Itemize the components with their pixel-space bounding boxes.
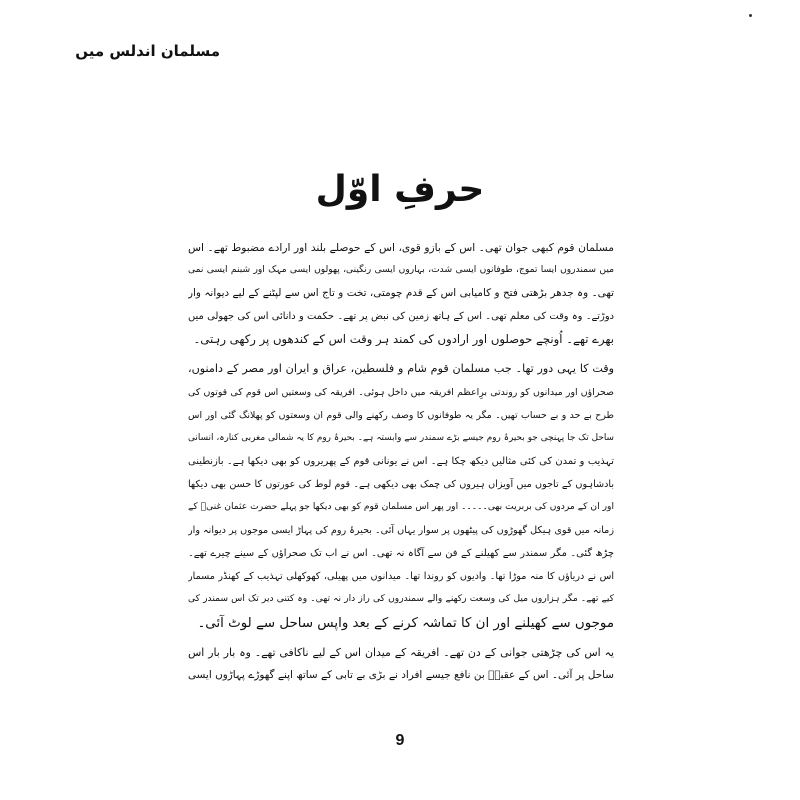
text-line: اس نے دریاؤں کا منہ موڑا تھا۔ وادیوں کو روندا تھا۔ میدانوں میں پھیلی، کھوکھلی تہذیب کے کھنڈر مسمار	[188, 571, 614, 583]
text-line: وقت کا یہی دور تھا۔ جب مسلمان قوم شام و فلسطین، عراق و ایران اور مصر کے دامنوں،	[188, 362, 614, 376]
text-line: طرح بے حد و بے حساب تھیں۔ مگر یہ طوفانوں کا وصف رکھنے والی قوم ان وسعتوں کو پھلانگ گئی اور اس	[188, 409, 614, 421]
text-line: میں سمندروں ایسا تموج، طوفانوں ایسی شدت، بہاروں ایسی رنگینی، پھولوں ایسی مہک اور شبنم ایسی نمی	[188, 265, 614, 276]
body-text	[188, 236, 614, 693]
running-header: مسلمان اندلس میں	[75, 42, 220, 60]
text-line: صحراؤں اور میدانوں کو روندتی برِاعظم افریقہ میں داخل ہوئی۔ افریقہ کی وسعتیں اس قوم کی قوتوں کی	[188, 386, 614, 398]
text-line: کیے تھے۔ مگر ہزاروں میل کی وسعت رکھنے والے سمندروں کی راز دار نہ تھی۔ وہ کتنی دیر تک اس سمندر کی	[188, 594, 614, 605]
text-line: مسلمان قوم کبھی جوان تھی۔ اس کے بازو قوی، اس کے حوصلے بلند اور ارادے مضبوط تھے۔ اس	[188, 241, 614, 254]
text-line: اور ان کے مردوں کی بربریت بھی۔۔۔۔۔ اور پھر اس مسلمان قوم کو بھی دیکھا جو پہلے حضرت عثمان غنیؓ کے	[188, 502, 614, 513]
page-number: 9	[395, 732, 405, 749]
text-line: یہ اس کی چڑھتی جوانی کے دن تھے۔ افریقہ کے میدان اس کے لیے ناکافی تھے۔ وہ بار بار اس	[188, 645, 614, 659]
text-line: موجوں سے کھیلنے اور ان کا تماشہ کرنے کے بعد واپس ساحل سے لوٹ آئی۔	[197, 615, 614, 631]
text-line: زمانہ میں قوی ہیکل گھوڑوں کی پیٹھوں پر سوار یہاں آئی۔ بحیرۂ روم کی پہاڑ ایسی موجوں پر دیوانہ وار	[188, 525, 614, 537]
text-line: ساحل پر آئی۔ اس کے عقبہؓ بن نافع جیسے افراد نے بڑی بے تابی کے ساتھ اپنے گھوڑے پہاڑوں ایسی	[188, 668, 614, 681]
text-line: تھی۔ وہ جدھر بڑھتی فتح و کامیابی اس کے قدم چومتی، تخت و تاج اس سے لپٹنے کے لیے دیوانہ وار	[188, 287, 614, 300]
paragraph-2	[188, 357, 614, 634]
text-line: بادشاہوں کے تاجوں میں آویزاں ہیروں کی چمک بھی دیکھی ہے۔ قوم لوط کی عورتوں کا حسن بھی دیکھا	[188, 478, 614, 490]
text-line: تہذیب و تمدن کی کئی مثالیں دیکھ چکا ہے۔ اس نے یونانی قوم کے پھریروں کو بھی دیکھا ہے۔ بازنطینی	[188, 455, 614, 467]
text-line: بھرے تھے۔ اُونچے حوصلوں اور ارادوں کی کمند ہر وقت اس کے کندھوں پر رکھی رہتی۔	[193, 332, 614, 347]
text-line: چڑھ گئی۔ مگر سمندر سے کھیلنے کے فن سے آگاہ نہ تھی۔ اس نے اب تک صحراؤں کے سینے چیرے تھے۔	[188, 548, 614, 560]
paragraph-1	[188, 236, 614, 351]
text-line: ساحل تک جا پہنچی جو بحیرۂ روم جیسے بڑے سمندر سے وابستہ ہے۔ بحیرۂ روم کا یہ شمالی مغربی کنارہ، انسانی	[188, 432, 614, 443]
paragraph-3	[188, 641, 614, 687]
chapter-title: حرفِ اوّل	[315, 169, 485, 210]
ink-dot	[749, 14, 752, 17]
text-line: دوڑتے۔ وہ وقت کی معلم تھی۔ اس کے ہاتھ زمین کی نبض پر تھے۔ حکمت و دانائی اس کی جھولی میں	[188, 311, 614, 323]
